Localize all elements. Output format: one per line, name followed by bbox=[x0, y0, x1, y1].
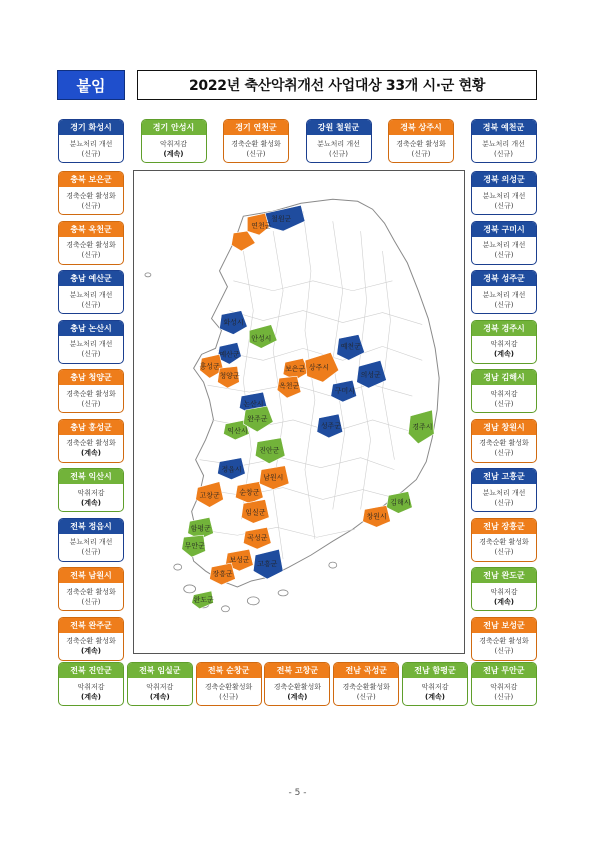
card-body bbox=[472, 678, 536, 705]
card-description: 경축순환 활성화 bbox=[66, 389, 116, 398]
program-card bbox=[223, 119, 289, 163]
card-body bbox=[472, 435, 536, 462]
card-description: 악취저감 bbox=[159, 139, 188, 148]
program-card bbox=[58, 221, 124, 265]
card-status: (신규) bbox=[494, 548, 514, 556]
card-body bbox=[59, 435, 123, 462]
label-iksan: 익산시 bbox=[227, 426, 248, 435]
card-description: 악취저감 bbox=[490, 340, 518, 348]
label-nonsan: 논산시 bbox=[243, 400, 264, 409]
korea-map bbox=[133, 170, 465, 654]
card-body bbox=[59, 187, 123, 214]
label-hwaseong: 화성시 bbox=[223, 318, 244, 327]
program-card bbox=[196, 662, 262, 706]
program-card bbox=[471, 119, 537, 163]
card-status: (신규) bbox=[494, 399, 514, 408]
label-boseong: 보성군 bbox=[229, 556, 250, 565]
label-uiseong: 의성군 bbox=[360, 371, 381, 380]
page-header bbox=[57, 70, 537, 100]
program-card bbox=[58, 419, 124, 463]
label-jeongeup: 정읍시 bbox=[221, 465, 242, 474]
program-card bbox=[388, 119, 454, 163]
page-title: 2022년 축산악취개선 사업대상 33개 시·군 현황 bbox=[137, 70, 537, 100]
card-status: (계속) bbox=[494, 350, 514, 358]
label-cheongyang: 청양군 bbox=[219, 372, 240, 381]
card-description: 분뇨처리 개선 bbox=[69, 290, 113, 299]
card-region-name: 전남 보성군 bbox=[472, 618, 536, 633]
card-status: (신규) bbox=[494, 149, 513, 158]
program-card bbox=[58, 320, 124, 364]
program-card bbox=[127, 662, 193, 706]
card-body bbox=[472, 583, 536, 610]
card-region-name: 전남 고흥군 bbox=[472, 469, 536, 484]
card-description: 악취저감 bbox=[421, 682, 449, 691]
card-status: (신규) bbox=[81, 597, 101, 606]
card-body bbox=[389, 135, 453, 162]
card-status: (신규) bbox=[494, 300, 514, 309]
card-region-name: 충남 청양군 bbox=[59, 370, 123, 385]
card-description: 분뇨처리 개선 bbox=[482, 191, 526, 200]
label-imsil: 임실군 bbox=[245, 508, 266, 517]
label-sunchang: 순창군 bbox=[239, 488, 260, 497]
card-status: (신규) bbox=[219, 692, 239, 701]
card-description: 분뇨처리 개선 bbox=[482, 290, 526, 299]
program-card bbox=[471, 171, 537, 215]
card-description: 악취저감 bbox=[146, 682, 174, 691]
card-region-name: 경북 경주시 bbox=[472, 321, 536, 336]
card-description: 경축순환활성화 bbox=[204, 682, 253, 691]
label-wanju: 완주군 bbox=[247, 414, 268, 423]
card-description: 경축순환활성화 bbox=[342, 682, 390, 691]
card-region-name: 전북 남원시 bbox=[59, 568, 123, 583]
card-region-name: 전남 곡성군 bbox=[334, 663, 398, 678]
card-body bbox=[59, 135, 123, 162]
card-description: 악취저감 bbox=[490, 389, 518, 398]
card-body bbox=[472, 187, 536, 214]
program-card bbox=[471, 369, 537, 413]
korea-map-svg bbox=[134, 171, 464, 653]
label-jangheung: 장흥군 bbox=[212, 570, 233, 579]
program-card bbox=[58, 468, 124, 512]
card-region-name: 전북 고창군 bbox=[265, 663, 329, 678]
label-gumi: 구미시 bbox=[334, 387, 355, 396]
card-description: 경축순환 활성화 bbox=[66, 241, 116, 249]
card-description: 분뇨처리 개선 bbox=[482, 488, 526, 497]
card-description: 악취저감 bbox=[490, 682, 518, 691]
label-seongju: 성주군 bbox=[320, 421, 341, 430]
card-body bbox=[128, 678, 192, 705]
card-description: 악취저감 bbox=[77, 682, 105, 691]
card-region-name: 경북 성주군 bbox=[472, 271, 536, 286]
card-description: 경축순환 활성화 bbox=[479, 439, 529, 447]
label-goheung: 고흥군 bbox=[257, 560, 278, 569]
card-description: 분뇨처리 개선 bbox=[69, 538, 113, 546]
card-region-name: 경북 상주시 bbox=[389, 120, 453, 135]
label-wando: 완도군 bbox=[193, 595, 214, 604]
card-status: (신규) bbox=[81, 399, 101, 408]
program-card bbox=[471, 662, 537, 706]
card-region-name: 경기 안성시 bbox=[142, 120, 206, 135]
card-status: (신규) bbox=[494, 498, 514, 507]
card-body bbox=[472, 633, 536, 660]
card-body bbox=[197, 678, 261, 705]
label-yeoncheon: 연천군 bbox=[251, 222, 272, 231]
card-body bbox=[142, 135, 206, 162]
program-card bbox=[471, 567, 537, 611]
card-region-name: 전북 정읍시 bbox=[59, 519, 123, 534]
card-body bbox=[472, 336, 536, 363]
card-status: (계속) bbox=[163, 149, 184, 158]
card-body bbox=[472, 286, 536, 313]
program-card bbox=[471, 518, 537, 562]
program-card bbox=[264, 662, 330, 706]
program-card bbox=[471, 419, 537, 463]
card-body bbox=[307, 135, 371, 162]
card-region-name: 충북 보은군 bbox=[59, 172, 123, 187]
program-card bbox=[141, 119, 207, 163]
card-region-name: 경북 의성군 bbox=[472, 172, 536, 187]
label-muan: 무안군 bbox=[184, 542, 205, 551]
label-okcheon: 옥천군 bbox=[279, 382, 300, 391]
card-description: 분뇨처리 개선 bbox=[482, 139, 525, 148]
card-body bbox=[224, 135, 288, 162]
card-body bbox=[59, 633, 123, 660]
card-body bbox=[403, 678, 467, 705]
card-region-name: 경기 연천군 bbox=[224, 120, 288, 135]
card-body bbox=[59, 336, 123, 363]
card-region-name: 경남 창원시 bbox=[472, 420, 536, 435]
program-card bbox=[58, 617, 124, 661]
program-card bbox=[471, 270, 537, 314]
program-card bbox=[58, 662, 124, 706]
label-boeun: 보은군 bbox=[285, 365, 306, 374]
card-body bbox=[59, 286, 123, 313]
card-status: (신규) bbox=[81, 300, 101, 309]
card-status: (신규) bbox=[356, 692, 376, 701]
card-region-name: 충남 논산시 bbox=[59, 321, 123, 336]
program-card bbox=[58, 119, 124, 163]
card-body bbox=[472, 237, 536, 264]
label-sangju: 상주시 bbox=[308, 363, 330, 372]
card-status: (신규) bbox=[494, 201, 514, 210]
card-status: (계속) bbox=[287, 692, 308, 701]
card-region-name: 전북 진안군 bbox=[59, 663, 123, 678]
card-status: (신규) bbox=[81, 350, 101, 358]
program-card bbox=[471, 468, 537, 512]
label-hampyeong: 함평군 bbox=[190, 524, 211, 533]
program-card bbox=[471, 221, 537, 265]
card-status: (신규) bbox=[81, 251, 101, 259]
card-description: 악취저감 bbox=[490, 587, 518, 596]
card-status: (신규) bbox=[494, 692, 514, 701]
card-status: (신규) bbox=[411, 149, 431, 158]
card-body bbox=[59, 484, 123, 511]
card-region-name: 경남 김해시 bbox=[472, 370, 536, 385]
label-hongseong: 홍성군 bbox=[199, 362, 220, 371]
label-yecheon: 예천군 bbox=[340, 342, 361, 351]
card-description: 경축순환 활성화 bbox=[396, 139, 446, 148]
card-region-name: 충남 예산군 bbox=[59, 271, 123, 286]
card-body bbox=[472, 534, 536, 561]
card-body bbox=[59, 385, 123, 412]
card-region-name: 충북 옥천군 bbox=[59, 222, 123, 237]
card-description: 경축순환 활성화 bbox=[479, 538, 529, 546]
card-status: (신규) bbox=[494, 449, 514, 457]
label-namwon: 남원시 bbox=[263, 473, 284, 482]
card-region-name: 전북 순창군 bbox=[197, 663, 261, 678]
card-description: 악취저감 bbox=[77, 488, 105, 497]
card-region-name: 전남 함평군 bbox=[403, 663, 467, 678]
card-region-name: 충남 홍성군 bbox=[59, 420, 123, 435]
program-card bbox=[306, 119, 372, 163]
label-gochang: 고창군 bbox=[199, 491, 220, 500]
card-body bbox=[334, 678, 398, 705]
card-body bbox=[265, 678, 329, 705]
card-status: (신규) bbox=[246, 149, 266, 158]
card-description: 분뇨처리 개선 bbox=[69, 340, 113, 348]
card-region-name: 경북 구미시 bbox=[472, 222, 536, 237]
card-body bbox=[472, 385, 536, 412]
card-status: (계속) bbox=[494, 597, 514, 606]
card-description: 경축순환활성화 bbox=[273, 682, 322, 691]
card-body bbox=[59, 534, 123, 561]
card-description: 경축순환 활성화 bbox=[66, 191, 116, 200]
label-yesan: 예산군 bbox=[219, 350, 240, 359]
card-status: (신규) bbox=[81, 201, 101, 210]
card-status: (계속) bbox=[149, 692, 170, 701]
card-status: (신규) bbox=[81, 149, 101, 158]
card-status: (계속) bbox=[425, 692, 445, 701]
attachment-badge: 붙임 bbox=[57, 70, 125, 100]
program-card bbox=[58, 270, 124, 314]
card-description: 경축순환 활성화 bbox=[231, 139, 281, 148]
program-card bbox=[471, 320, 537, 364]
card-description: 경축순환 활성화 bbox=[66, 587, 116, 596]
card-status: (신규) bbox=[81, 548, 101, 556]
card-status: (계속) bbox=[81, 647, 101, 655]
program-card bbox=[471, 617, 537, 661]
card-status: (신규) bbox=[494, 251, 514, 259]
card-region-name: 경기 화성시 bbox=[59, 120, 123, 135]
card-region-name: 강원 철원군 bbox=[307, 120, 371, 135]
card-body bbox=[59, 237, 123, 264]
program-card bbox=[58, 171, 124, 215]
label-gokseong: 곡성군 bbox=[247, 534, 268, 543]
card-status: (계속) bbox=[81, 498, 101, 507]
card-description: 분뇨처리 개선 bbox=[317, 139, 360, 148]
card-region-name: 전남 완도군 bbox=[472, 568, 536, 583]
program-card bbox=[333, 662, 399, 706]
program-card bbox=[58, 567, 124, 611]
page-number: - 5 - bbox=[288, 788, 307, 798]
card-region-name: 전북 임실군 bbox=[128, 663, 192, 678]
card-region-name: 경북 예천군 bbox=[472, 120, 536, 135]
card-body bbox=[59, 678, 123, 705]
card-status: (계속) bbox=[81, 692, 101, 701]
label-gimhae: 김해시 bbox=[390, 498, 411, 507]
card-body bbox=[472, 135, 536, 162]
card-description: 경축순환 활성화 bbox=[66, 439, 116, 447]
card-status: (신규) bbox=[494, 647, 514, 655]
label-jinan: 진안군 bbox=[259, 446, 280, 455]
card-description: 분뇨처리 개선 bbox=[482, 241, 526, 249]
label-anseong: 안성시 bbox=[251, 334, 272, 343]
program-card bbox=[58, 518, 124, 562]
card-description: 경축순환 활성화 bbox=[66, 637, 116, 645]
card-body bbox=[472, 484, 536, 511]
card-region-name: 전남 장흥군 bbox=[472, 519, 536, 534]
card-region-name: 전북 익산시 bbox=[59, 469, 123, 484]
label-gyeongju: 경주시 bbox=[412, 422, 433, 431]
card-description: 분뇨처리 개선 bbox=[69, 139, 113, 148]
label-changwon: 창원시 bbox=[366, 512, 387, 521]
card-region-name: 전북 완주군 bbox=[59, 618, 123, 633]
label-cheorwon: 철원군 bbox=[271, 215, 292, 224]
card-status: (계속) bbox=[81, 449, 101, 457]
program-card bbox=[402, 662, 468, 706]
program-card bbox=[58, 369, 124, 413]
card-description: 경축순환 활성화 bbox=[479, 637, 529, 645]
card-status: (신규) bbox=[329, 149, 348, 158]
card-region-name: 전남 무안군 bbox=[472, 663, 536, 678]
card-body bbox=[59, 583, 123, 610]
